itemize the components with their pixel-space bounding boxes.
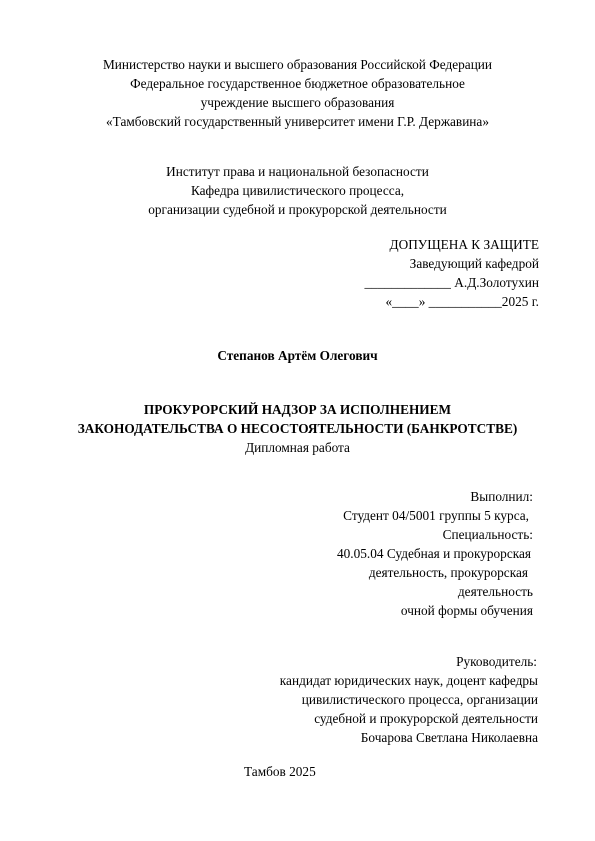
header-institution-type: Федеральное государственное бюджетное образовательное	[130, 76, 465, 91]
approval-signature-line: _____________ А.Д.Золотухин	[364, 275, 539, 290]
footer-city-year: Тамбов 2025	[244, 764, 316, 779]
header-university-name: «Тамбовский государственный университет имени Г.Р. Державина»	[106, 114, 489, 129]
performer-study-form: очной формы обучения	[400, 603, 533, 618]
performer-specialty-code: 40.05.04 Судебная и прокурорская	[337, 546, 531, 561]
approval-title: ДОПУЩЕНА К ЗАЩИТЕ	[389, 237, 539, 252]
header-education-level: учреждение высшего образования	[200, 95, 395, 110]
supervisor-degree: кандидат юридических наук, доцент кафедры	[279, 673, 538, 688]
performer-heading: Выполнил:	[470, 489, 533, 504]
supervisor-department: цивилистического процесса, организации	[301, 692, 538, 707]
header-ministry: Министерство науки и высшего образования Российской Федерации	[102, 57, 493, 72]
work-title-line-1: ПРОКУРОРСКИЙ НАДЗОР ЗА ИСПОЛНЕНИЕМ	[143, 402, 452, 417]
author-name: Степанов Артём Олегович	[217, 348, 378, 363]
performer-specialty-continued: деятельность, прокурорская	[368, 565, 528, 580]
department-name-continued: организации судебной и прокурорской деятельности	[148, 202, 447, 217]
performer-student-group: Студент 04/5001 группы 5 курса,	[343, 508, 529, 523]
supervisor-name: Бочарова Светлана Николаевна	[360, 730, 538, 745]
work-title-line-2: ЗАКОНОДАТЕЛЬСТВА О НЕСОСТОЯТЕЛЬНОСТИ (БАНКРОТСТВЕ)	[77, 421, 518, 436]
performer-specialty-label: Специальность:	[442, 527, 533, 542]
department-name: Кафедра цивилистического процесса,	[190, 183, 405, 198]
performer-specialty-end: деятельность	[457, 584, 533, 599]
supervisor-department-continued: судебной и прокурорской деятельности	[314, 711, 538, 726]
institute-name: Институт права и национальной безопасности	[166, 164, 429, 179]
work-type: Дипломная работа	[245, 440, 350, 455]
approval-position: Заведующий кафедрой	[409, 256, 539, 271]
supervisor-heading: Руководитель:	[456, 654, 537, 669]
approval-date-line: «____» ___________2025 г.	[385, 294, 539, 309]
